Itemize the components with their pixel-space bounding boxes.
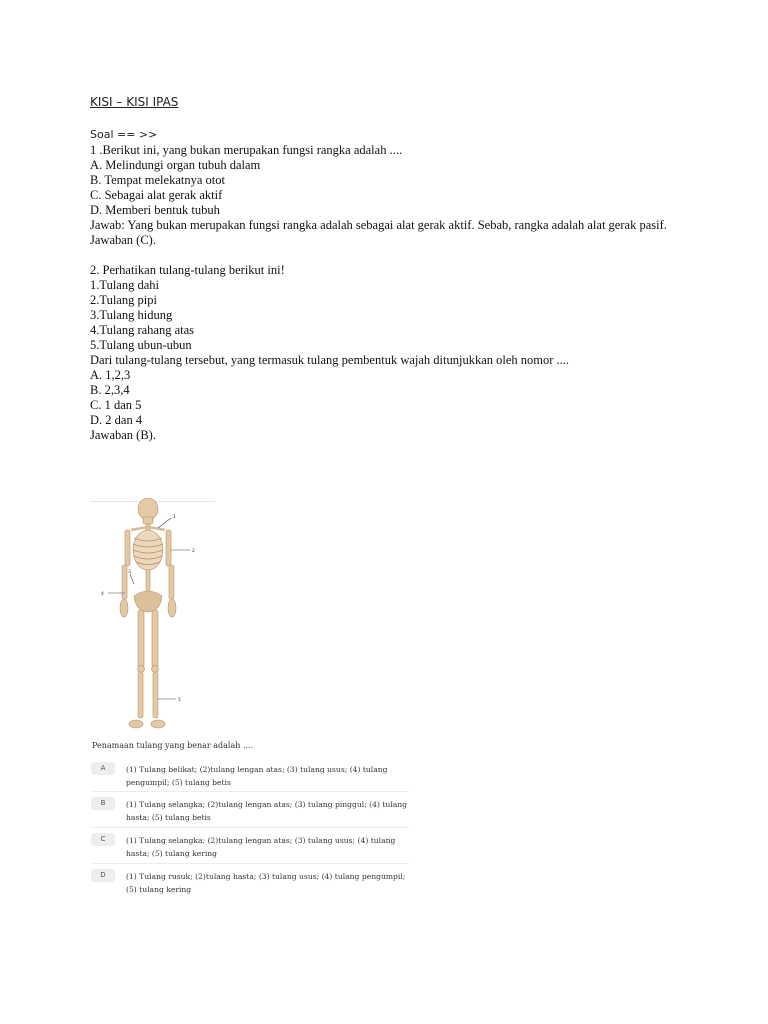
option-text-line: (1) Tulang selangka; (2)tulang lengan atas; (3) tulang pinggul; (4) tulang [126, 800, 407, 809]
option-text [126, 763, 411, 789]
option-divider [91, 827, 409, 828]
document-title: KISI – KISI IPAS [90, 95, 179, 109]
option-text-line: (1) Tulang belikat; (2)tulang lengan atas; (3) tulang usus; (4) tulang [126, 765, 388, 774]
option-text-line: (1) Tulang selangka; (2)tulang lengan atas; (3) tulang usus; (4) tulang [126, 836, 396, 845]
q2-item-2: 2.Tulang pipi [90, 293, 157, 307]
option-text-line: hasta; (5) tulang betis [126, 813, 211, 822]
skeleton-label-2: 2 [192, 549, 195, 554]
q2-option-a: A. 1,2,3 [90, 368, 131, 382]
figure-caption: Penamaan tulang yang benar adalah .... [92, 741, 254, 750]
q2-prompt: Dari tulang-tulang tersebut, yang termasuk tulang pembentuk wajah ditunjukkan oleh nomor .... [90, 353, 570, 367]
spacer [90, 248, 690, 263]
skeleton-illustration [98, 498, 208, 736]
q1-answer: Jawaban (C). [90, 233, 156, 247]
skeleton-label-1: 1 [173, 515, 176, 520]
q2-item-3: 3.Tulang hidung [90, 308, 173, 322]
option-text [126, 834, 411, 860]
q2-answer: Jawaban (B). [90, 428, 156, 442]
option-divider [91, 791, 409, 792]
skeleton-label-5: 5 [178, 698, 181, 703]
q2-option-b: B. 2,3,4 [90, 383, 130, 397]
q2-item-1: 1.Tulang dahi [90, 278, 159, 292]
q1-option-d: D. Memberi bentuk tubuh [90, 203, 220, 217]
option-divider [91, 863, 409, 864]
question-block [90, 143, 690, 443]
option-letter-badge: B [91, 797, 115, 810]
option-text-line: pengumpil; (5) tulang betis [126, 778, 231, 787]
option-letter-badge: A [91, 762, 115, 775]
option-text [126, 870, 411, 896]
option-text-line: (1) Tulang rusuk; (2)tulang hasta; (3) tulang usus; (4) tulang pengumpil; [126, 872, 406, 881]
q2-question: 2. Perhatikan tulang-tulang berikut ini! [90, 263, 285, 277]
skeleton-label-4: 4 [101, 592, 104, 597]
q2-option-d: D. 2 dan 4 [90, 413, 143, 427]
option-letter-badge: C [91, 833, 115, 846]
q2-option-c: C. 1 dan 5 [90, 398, 142, 412]
q2-item-5: 5.Tulang ubun-ubun [90, 338, 192, 352]
q1-question: 1 .Berikut ini, yang bukan merupakan fungsi rangka adalah .... [90, 143, 403, 157]
q1-option-a: A. Melindungi organ tubuh dalam [90, 158, 261, 172]
q1-explanation: Jawab: Yang bukan merupakan fungsi rangka adalah sebagai alat gerak aktif. Sebab, rangka adalah alat gerak pasif. [90, 218, 667, 232]
option-text-line: hasta; (5) tulang kering [126, 849, 218, 858]
option-text [126, 798, 411, 824]
q2-item-4: 4.Tulang rahang atas [90, 323, 195, 337]
q1-option-c: C. Sebagai alat gerak aktif [90, 188, 223, 202]
q1-option-b: B. Tempat melekatnya otot [90, 173, 225, 187]
option-letter-badge: D [91, 869, 115, 882]
soal-label: Soal == >> [90, 128, 158, 141]
skeleton-label-3: 3 [128, 570, 131, 575]
option-text-line: (5) tulang kering [126, 885, 192, 894]
